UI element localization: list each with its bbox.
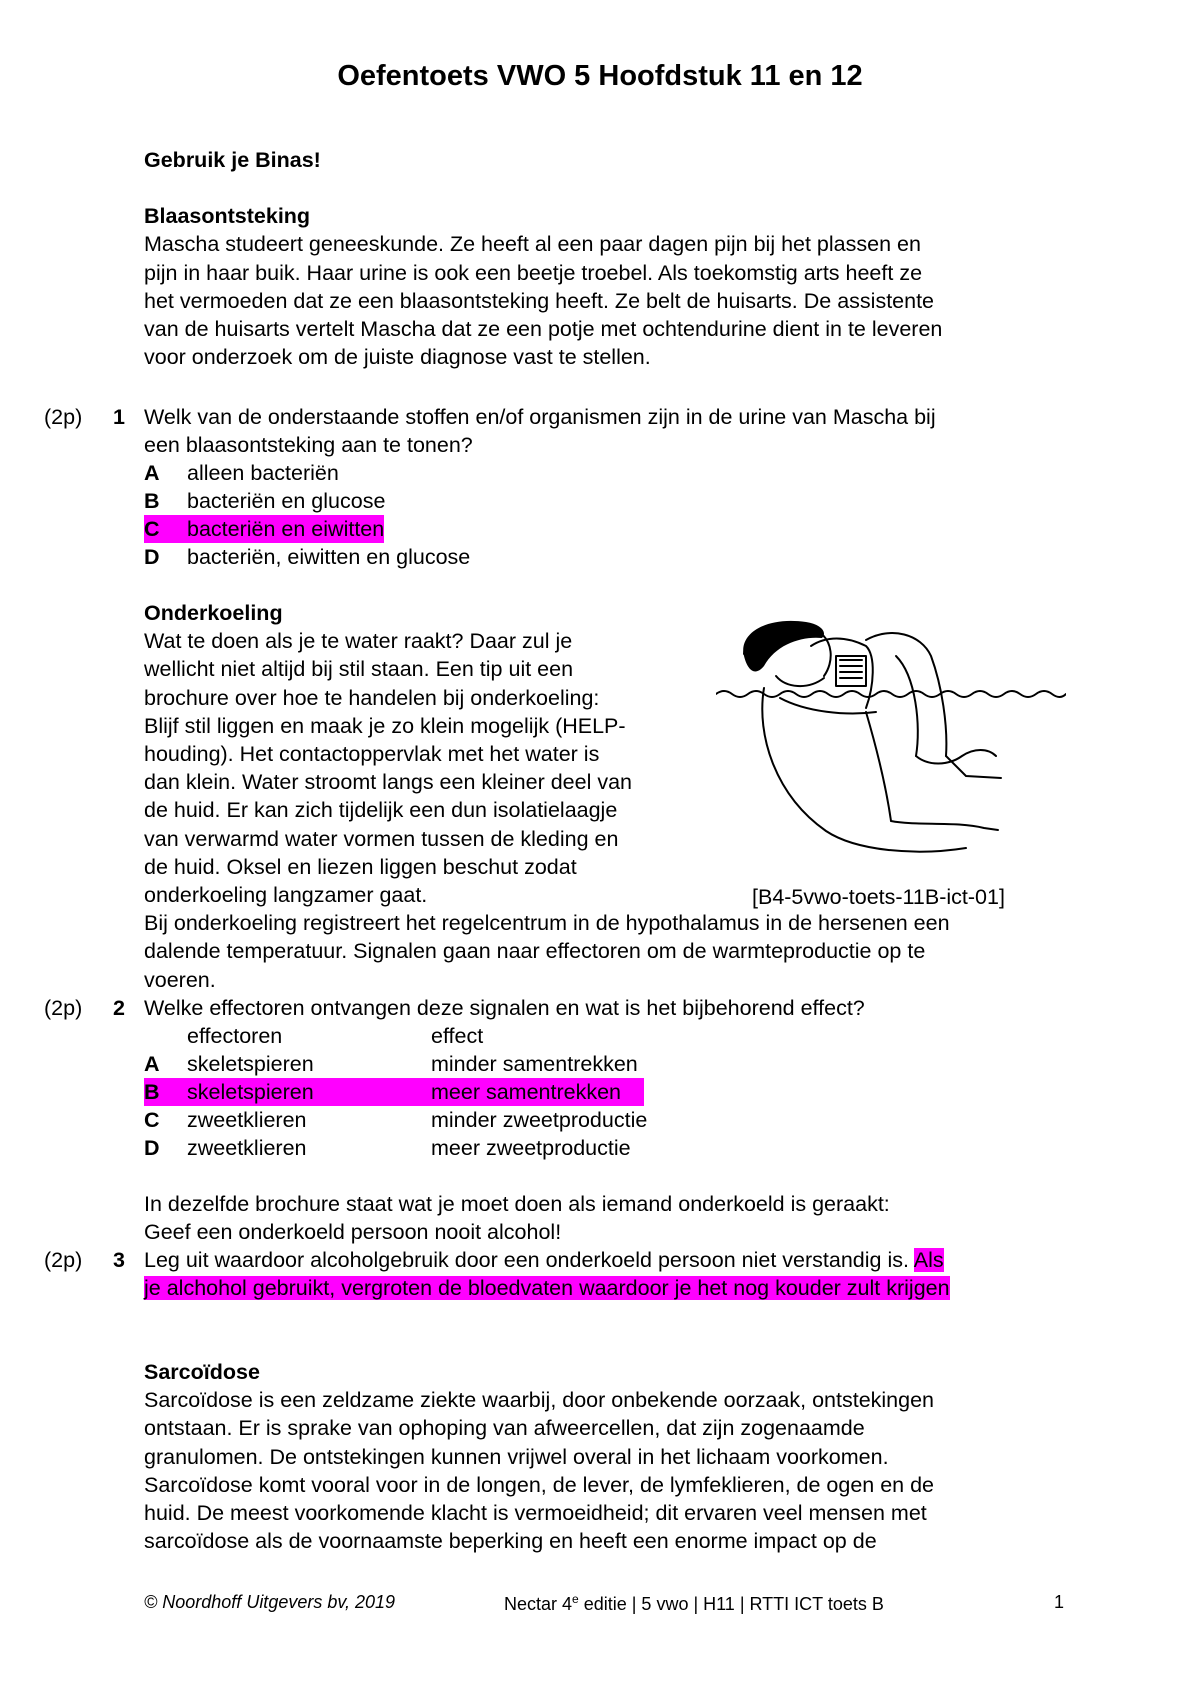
- answer-highlight: Als: [913, 1248, 944, 1272]
- option-col2: meer zweetproductie: [431, 1136, 631, 1160]
- column-header: effect: [431, 1024, 484, 1048]
- question-number: 2: [113, 996, 125, 1020]
- answer-option: [144, 1134, 631, 1162]
- section-heading-onderkoeling: Onderkoeling: [144, 601, 283, 625]
- paragraph-line: ontstaan. Er is sprake van ophoping van afweercellen, dat zijn zogenaamde: [144, 1416, 865, 1441]
- answer-highlight: je alchohol gebruikt, vergroten de bloedvaten waardoor je het nog kouder zult krijgen: [144, 1276, 950, 1300]
- paragraph-line: Mascha studeert geneeskunde. Ze heeft al een paar dagen pijn bij het plassen en: [144, 232, 921, 257]
- paragraph-line: brochure over hoe te handelen bij onderkoeling:: [144, 685, 600, 710]
- option-text: bacteriën, eiwitten en glucose: [187, 545, 471, 569]
- question-points: (2p): [44, 1248, 83, 1272]
- footer-course-sup: e: [572, 1592, 579, 1606]
- paragraph-line: van verwarmd water vormen tussen de kleding en: [144, 826, 619, 851]
- paragraph-line: In dezelfde brochure staat wat je moet doen als iemand onderkoeld is geraakt:: [144, 1192, 890, 1216]
- section-heading-blaasontsteking: Blaasontsteking: [144, 204, 311, 229]
- option-letter: C: [144, 517, 160, 541]
- help-posture-illustration: [716, 616, 1066, 866]
- page-number: 1: [1054, 1592, 1065, 1612]
- option-col1: skeletspieren: [187, 1080, 314, 1104]
- page-title: Oefentoets VWO 5 Hoofdstuk 11 en 12: [337, 60, 863, 92]
- option-letter: D: [144, 545, 160, 569]
- answer-option: [144, 543, 470, 571]
- option-letter: B: [144, 489, 160, 513]
- footer-copyright: © Noordhoff Uitgevers bv, 2019: [144, 1592, 396, 1612]
- option-text: bacteriën en glucose: [187, 489, 386, 513]
- option-letter: A: [144, 461, 160, 485]
- intro-text: Gebruik je Binas!: [144, 148, 321, 172]
- column-header: effectoren: [187, 1024, 283, 1048]
- paragraph-line: Sarcoïdose is een zeldzame ziekte waarbij, door onbekende oorzaak, ontstekingen: [144, 1388, 935, 1413]
- option-col2: minder zweetproductie: [431, 1108, 648, 1132]
- answer-line: [144, 1274, 950, 1302]
- paragraph-line: granulomen. De ontstekingen kunnen vrijwel overal in het lichaam voorkomen.: [144, 1444, 889, 1469]
- question-points: (2p): [44, 405, 83, 429]
- option-text: bacteriën en eiwitten: [187, 517, 385, 541]
- intro-section: [144, 146, 942, 371]
- paragraph-line: Geef een onderkoeld persoon nooit alcohol!: [144, 1220, 562, 1245]
- question-number: 1: [113, 405, 125, 429]
- answer-option: [144, 487, 385, 515]
- paragraph-line: pijn in haar buik. Haar urine is ook een beetje troebel. Als toekomstig arts heeft ze: [144, 260, 923, 285]
- option-letter: B: [144, 1080, 160, 1104]
- option-col2: meer samentrekken: [431, 1080, 621, 1104]
- answer-option: [144, 1106, 648, 1134]
- option-col2: minder samentrekken: [431, 1052, 638, 1076]
- paragraph-line: wellicht niet altijd bij stil staan. Een tip uit een: [144, 657, 574, 682]
- option-col1: skeletspieren: [187, 1052, 314, 1076]
- paragraph-line: sarcoïdose als de voornaamste beperking en heeft een enorme impact op de: [144, 1529, 877, 1554]
- paragraph-line: Sarcoïdose komt vooral voor in de longen, de lever, de lymfeklieren, de ogen en de: [144, 1472, 935, 1497]
- paragraph-line: de huid. Oksel en liezen liggen beschut zodat: [144, 854, 577, 879]
- answer-option: [144, 1050, 638, 1078]
- paragraph-line: het vermoeden dat ze een blaasontsteking heeft. Ze belt de huisarts. De assistente: [144, 288, 935, 313]
- paragraph-line: onderkoeling langzamer gaat.: [144, 883, 428, 908]
- answer-option-highlighted: [144, 1078, 644, 1106]
- option-letter: D: [144, 1136, 160, 1160]
- paragraph-line: houding). Het contactoppervlak met het water is: [144, 742, 600, 767]
- paragraph-line: voeren.: [144, 967, 216, 992]
- question-text: Welk van de onderstaande stoffen en/of organismen zijn in de urine van Mascha bij: [144, 405, 936, 429]
- option-col1: zweetklieren: [187, 1108, 307, 1132]
- option-letter: A: [144, 1052, 160, 1076]
- question-number: 3: [113, 1248, 125, 1272]
- paragraph-line: de huid. Er kan zich tijdelijk een dun isolatielaagje: [144, 798, 618, 823]
- question-text: Leg uit waardoor alcoholgebruik door een onderkoeld persoon niet verstandig is.: [144, 1248, 909, 1272]
- option-text: alleen bacteriën: [187, 461, 339, 485]
- brochure-text: [144, 1190, 890, 1246]
- section-sarcoidose: [144, 1358, 934, 1555]
- paragraph-line: Bij onderkoeling registreert het regelcentrum in de hypothalamus in de hersenen een: [144, 911, 950, 936]
- figure-caption: [B4-5vwo-toets-11B-ict-01]: [752, 885, 1005, 909]
- answer-option: [144, 459, 339, 487]
- section-heading-sarcoidose: Sarcoïdose: [144, 1360, 260, 1384]
- footer-course: [504, 1592, 884, 1615]
- footer-course-post: editie | 5 vwo | H11 | RTTI ICT toets B: [578, 1594, 884, 1614]
- answer-option-highlighted: [144, 515, 384, 543]
- paragraph-line: dan klein. Water stroomt langs een kleiner deel van: [144, 770, 632, 795]
- paragraph-line: van de huisarts vertelt Mascha dat ze een potje met ochtendurine dient in te leveren: [144, 317, 943, 342]
- paragraph-line: huid. De meest voorkomende klacht is vermoeidheid; dit ervaren veel mensen met: [144, 1501, 927, 1526]
- question-text-line: een blaasontsteking aan te tonen?: [144, 433, 473, 457]
- footer-course-pre: Nectar 4: [504, 1594, 573, 1614]
- question-points: (2p): [44, 996, 83, 1020]
- table-header-row: [144, 1022, 484, 1050]
- paragraph-line: Blijf stil liggen en maak je zo klein mogelijk (HELP-: [144, 713, 626, 738]
- paragraph-line: dalende temperatuur. Signalen gaan naar effectoren om de warmteproductie op te: [144, 939, 926, 964]
- paragraph-line: voor onderzoek om de juiste diagnose vast te stellen.: [144, 345, 651, 370]
- paragraph-line: Wat te doen als je te water raakt? Daar zul je: [144, 629, 573, 654]
- option-col1: zweetklieren: [187, 1136, 307, 1160]
- question-text: Welke effectoren ontvangen deze signalen en wat is het bijbehorend effect?: [144, 996, 865, 1020]
- option-letter: C: [144, 1108, 160, 1132]
